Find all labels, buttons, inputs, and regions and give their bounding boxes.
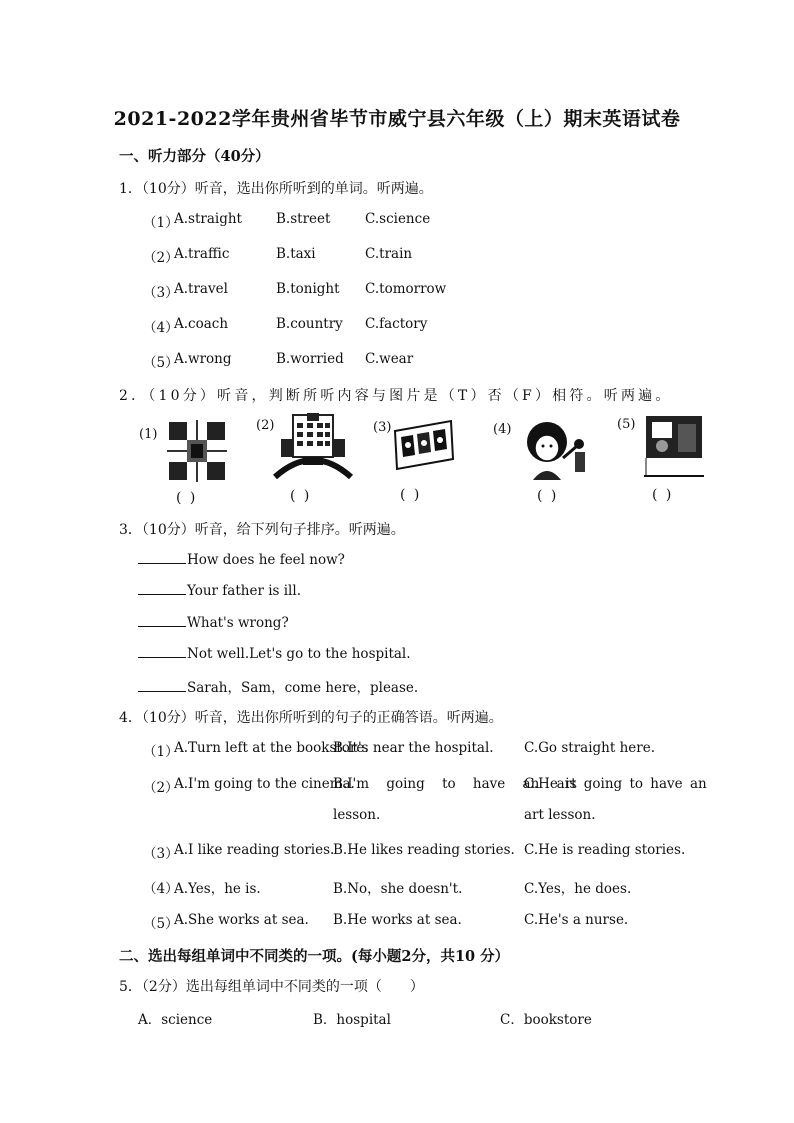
q4-item-2-number: （2）: [143, 780, 179, 796]
q4-item-3-number: （3）: [143, 846, 179, 862]
q4-item-4-option-c[interactable]: C.Yes，he does.: [524, 881, 632, 897]
q4-item-1-option-a[interactable]: A.Turn left at the bookstore.: [174, 740, 369, 756]
q4-item-3-option-c[interactable]: C.He is reading stories.: [524, 842, 686, 858]
q1-item-4-option-a[interactable]: A.coach: [174, 316, 229, 332]
q1-item-3-option-b[interactable]: B.tonight: [276, 281, 340, 297]
q2-answer-paren-5[interactable]: ( ): [652, 487, 674, 503]
q3-line-3: [138, 614, 289, 631]
q4-item-2-option-c-line2[interactable]: art lesson.: [524, 807, 596, 823]
q1-item-1-option-b[interactable]: B.street: [276, 211, 331, 227]
crossroads-picture: [167, 420, 227, 482]
q2-picture-2-label: (2): [256, 418, 275, 433]
q4-item-4-option-b[interactable]: B.No，she doesn't.: [333, 881, 463, 897]
q3-answer-blank-1[interactable]: [138, 551, 186, 564]
q1-item-5-number: （5）: [143, 355, 179, 371]
q1-item-1-option-c[interactable]: C.science: [365, 211, 431, 227]
q4-item-1-option-b[interactable]: B.It's near the hospital.: [333, 740, 494, 756]
q1-item-4-option-c[interactable]: C.factory: [365, 316, 428, 332]
q1-item-4-option-b[interactable]: B.country: [276, 316, 343, 332]
q4-item-4-number: （4）: [143, 881, 179, 897]
page-title: 2021-2022学年贵州省毕节市威宁县六年级（上）期末英语试卷: [113, 108, 681, 130]
q4-item-2-option-b-line2[interactable]: lesson.: [333, 807, 381, 823]
q1-item-5-option-a[interactable]: A.wrong: [174, 351, 232, 367]
q3-line-5: [138, 676, 418, 696]
q1-item-3-number: （3）: [143, 285, 179, 301]
q5-option-b[interactable]: B．hospital: [313, 1012, 391, 1028]
q4-item-2-option-c-line1[interactable]: C.He is going to have an: [524, 776, 707, 792]
q1-item-2-option-b[interactable]: B.taxi: [276, 246, 316, 262]
q3-answer-blank-2[interactable]: [138, 582, 186, 595]
question-2-stem: 2．（10分）听音，判断所听内容与图片是（T）否（F）相符。听两遍。: [119, 388, 673, 404]
q3-answer-blank-3[interactable]: [138, 614, 186, 627]
girl-singing-picture: [519, 418, 589, 480]
q4-item-4-option-a[interactable]: A.Yes，he is.: [174, 881, 261, 897]
q3-sentence-3: What's wrong?: [187, 615, 289, 631]
q2-picture-1-label: (1): [139, 427, 158, 442]
q3-sentence-4: Not well.Let's go to the hospital.: [187, 646, 411, 662]
q3-answer-blank-5[interactable]: [138, 679, 186, 692]
q1-item-2-number: （2）: [143, 250, 179, 266]
q1-item-3-option-c[interactable]: C.tomorrow: [365, 281, 447, 297]
q1-item-1-number: （1）: [143, 215, 179, 231]
q1-item-4-number: （4）: [143, 320, 179, 336]
q2-picture-4-label: (4): [493, 422, 512, 437]
q3-line-1: [138, 551, 345, 568]
q3-answer-blank-4[interactable]: [138, 645, 186, 658]
q3-sentence-2: Your father is ill.: [187, 583, 301, 599]
section-listening-heading: 一、听力部分（40分）: [119, 148, 270, 165]
q5-option-c[interactable]: C．bookstore: [500, 1012, 592, 1028]
q1-item-2-option-a[interactable]: A.traffic: [174, 246, 230, 262]
q4-item-1-number: （1）: [143, 744, 179, 760]
q4-item-2-option-b-line1[interactable]: B.I'm going to have an art: [333, 776, 577, 792]
q2-picture-5-label: (5): [617, 417, 636, 432]
q2-answer-paren-3[interactable]: ( ): [400, 487, 422, 503]
q1-item-3-option-a[interactable]: A.travel: [174, 281, 228, 297]
hospital-picture: [273, 413, 353, 479]
section-vocabulary-heading: 二、选出每组单词中不同类的一项。(每小题2分，共10 分）: [119, 948, 510, 965]
pictures-board: [391, 419, 455, 471]
q2-answer-paren-1[interactable]: ( ): [176, 490, 198, 506]
q2-answer-paren-4[interactable]: ( ): [537, 488, 559, 504]
q5-option-a[interactable]: A．science: [138, 1012, 213, 1028]
q4-item-1-option-c[interactable]: C.Go straight here.: [524, 740, 655, 756]
q1-item-5-option-b[interactable]: B.worried: [276, 351, 344, 367]
q1-item-1-option-a[interactable]: A.straight: [174, 211, 242, 227]
q4-item-5-option-c[interactable]: C.He's a nurse.: [524, 912, 629, 928]
q4-item-5-number: （5）: [143, 916, 179, 932]
q4-item-3-option-a[interactable]: A.I like reading stories.: [174, 842, 335, 858]
room-picture: [644, 414, 704, 478]
question-3-stem: 3．（10分）听音，给下列句子排序。听两遍。: [119, 522, 405, 538]
question-5-stem: 5．（2分）选出每组单词中不同类的一项（ ）: [119, 979, 424, 995]
question-4-stem: 4．（10分）听音，选出你所听到的句子的正确答语。听两遍。: [119, 710, 503, 726]
q3-sentence-5: Sarah，Sam，come here，please.: [187, 680, 419, 696]
q2-answer-paren-2[interactable]: ( ): [290, 488, 312, 504]
q4-item-5-option-a[interactable]: A.She works at sea.: [174, 912, 309, 928]
q4-item-2-option-a[interactable]: A.I'm going to the cinema.: [174, 776, 355, 792]
q4-item-5-option-b[interactable]: B.He works at sea.: [333, 912, 462, 928]
q2-picture-3-label: (3): [373, 420, 392, 435]
q3-line-2: [138, 582, 301, 599]
q4-item-3-option-b[interactable]: B.He likes reading stories.: [333, 842, 515, 858]
question-1-stem: 1．（10分）听音，选出你所听到的单词。听两遍。: [119, 181, 433, 197]
q1-item-5-option-c[interactable]: C.wear: [365, 351, 414, 367]
q1-item-2-option-c[interactable]: C.train: [365, 246, 413, 262]
q3-line-4: [138, 645, 411, 662]
q3-sentence-1: How does he feel now?: [187, 552, 345, 568]
